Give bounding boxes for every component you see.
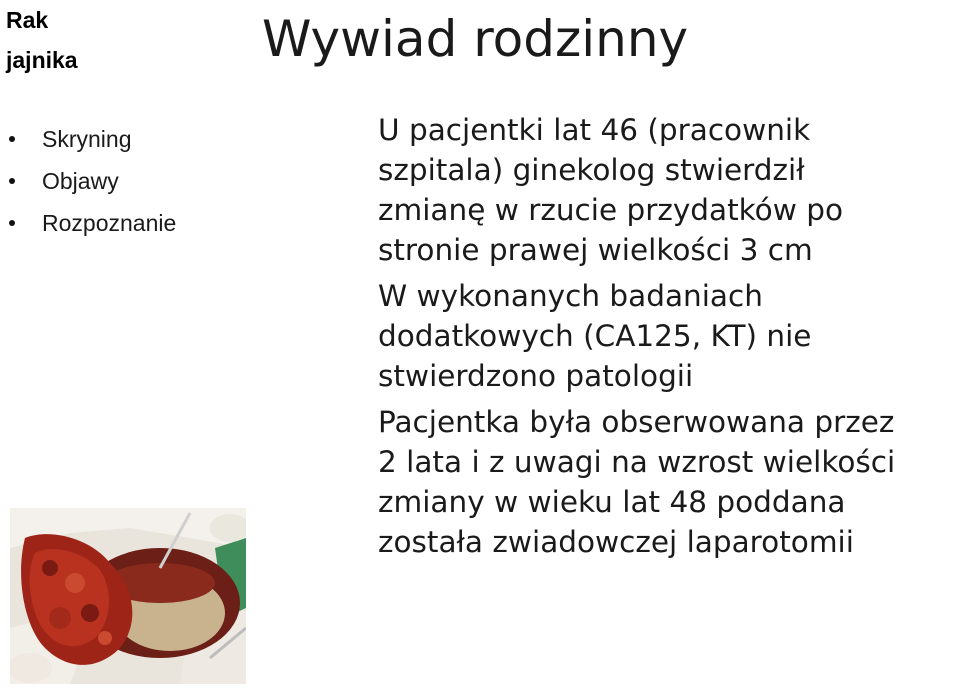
sidebar-item-label: Skryning	[42, 125, 132, 152]
sidebar-item-objawy[interactable]	[0, 160, 176, 202]
bullet-icon	[9, 220, 15, 226]
slide-body	[378, 110, 958, 568]
body-paragraph: U pacjentki lat 46 (pracownik szpitala) ginekolog stwierdził zmianę w rzucie przydatków po stronie prawej wielkości 3 cm	[378, 113, 843, 267]
sidebar-item-skryning[interactable]	[0, 118, 176, 160]
slide-title: Wywiad rodzinny	[262, 10, 689, 68]
bullet-icon	[9, 136, 15, 142]
sidebar-item-label: Objawy	[42, 167, 119, 194]
body-paragraph: W wykonanych badaniach dodatkowych (CA125, KT) nie stwierdzono patologii	[378, 279, 812, 393]
bullet-icon	[9, 178, 15, 184]
body-paragraph: Pacjentka była obserwowana przez 2 lata i z uwagi na wzrost wielkości zmiany w wieku lat 48 poddana została zwiadowczej laparotomii	[378, 405, 896, 559]
sidebar-item-rozpoznanie[interactable]	[0, 202, 176, 244]
sidebar-nav	[0, 118, 176, 244]
surgical-photo	[10, 508, 246, 684]
surgical-photo-image	[10, 508, 246, 684]
sidebar-item-label: Rozpoznanie	[42, 209, 177, 236]
section-label: Rak jajnika	[6, 7, 78, 73]
